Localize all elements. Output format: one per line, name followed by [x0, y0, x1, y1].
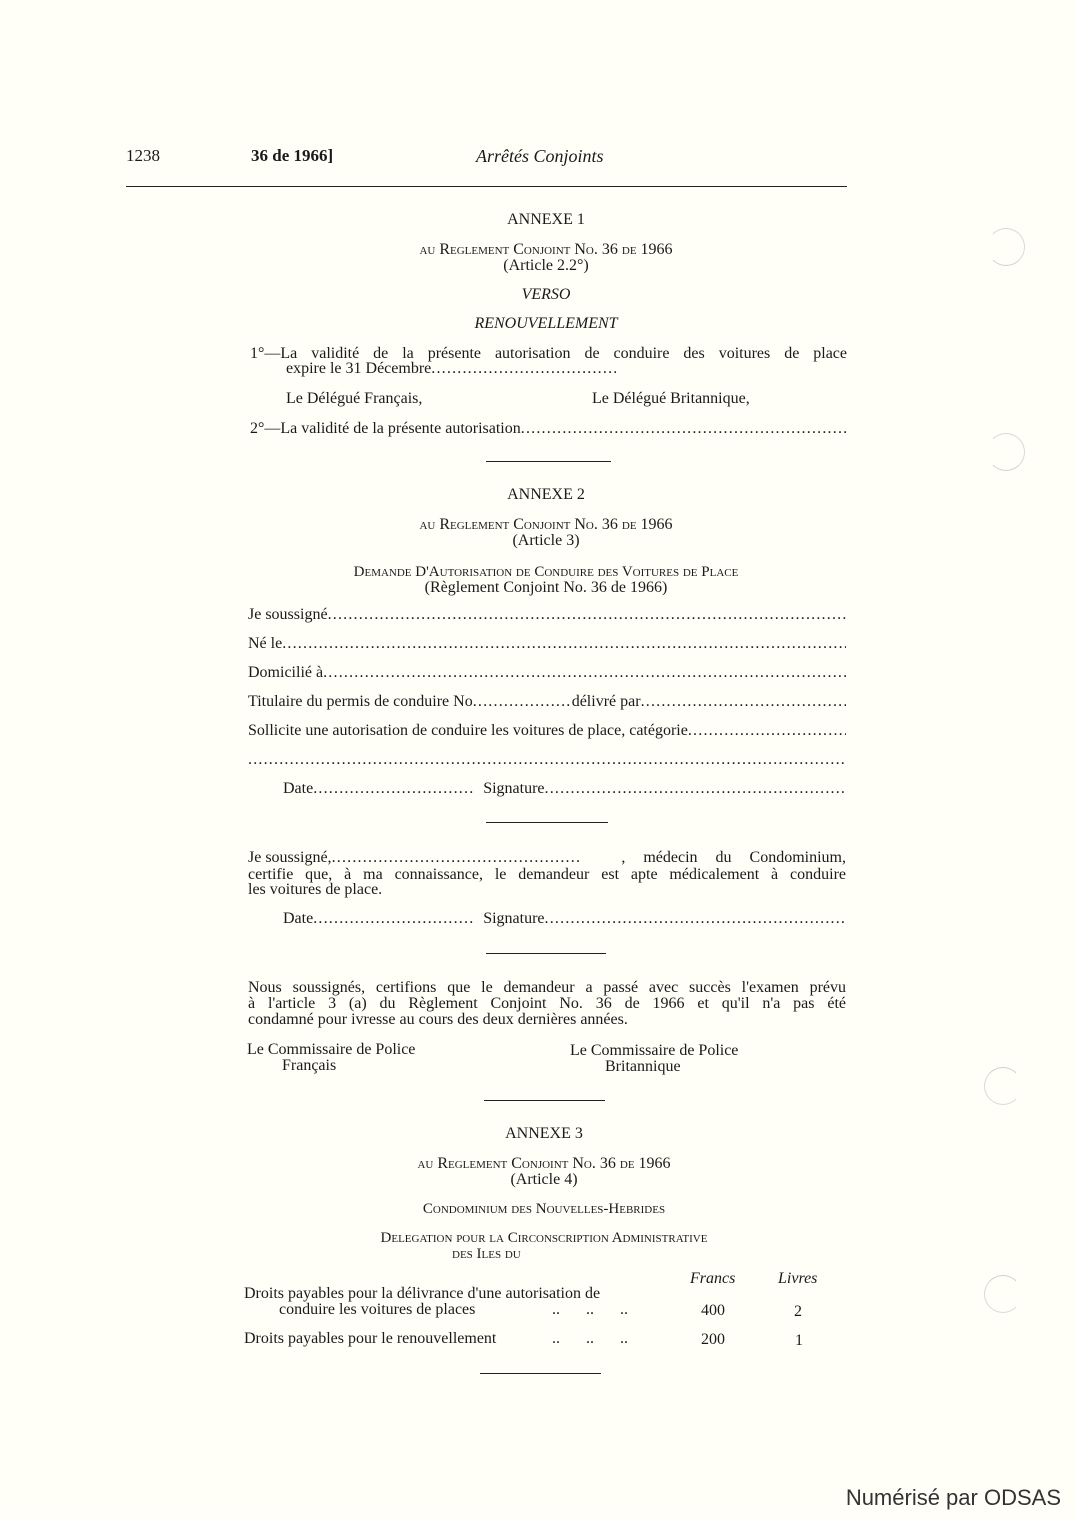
annexe2-subheading: au Reglement Conjoint No. 36 de 1966: [419, 516, 673, 533]
dotted-leader: [313, 780, 475, 798]
fee-francs-value: 400: [701, 1302, 725, 1319]
dotted-leader: [545, 780, 846, 798]
dotted-leader: [521, 420, 847, 438]
medecin-line3: les voitures de place.: [248, 881, 383, 898]
field-titulaire: Titulaire du permis de conduire No ..... délivré par .....: [248, 693, 846, 711]
commissaire-francais-title: Le Commissaire de Police: [247, 1041, 416, 1058]
dotted-leader: [248, 751, 846, 769]
annexe3-iles: des Iles du: [452, 1246, 521, 1262]
fee-row-leader: .. .. ..: [552, 1330, 628, 1347]
annexe1-item1-line2: expire le 31 Décembre .....: [286, 360, 616, 378]
page-number: 1238: [126, 146, 160, 165]
annexe3-subheading: au Reglement Conjoint No. 36 de 1966: [417, 1155, 671, 1172]
column-francs: Francs: [690, 1270, 736, 1287]
annexe3-condominium: Condominium des Nouvelles-Hebrides: [422, 1201, 666, 1217]
digitization-watermark: Numérisé par ODSAS: [845, 1485, 1061, 1510]
fee-row-label: Droits payables pour le renouvellement: [244, 1330, 497, 1347]
annexe2-reglement: (Règlement Conjoint No. 36 de 1966): [424, 579, 668, 596]
date-signature-row: Date ..... Signature .....: [283, 910, 846, 928]
commissaire-francais-nation: Français: [282, 1057, 337, 1074]
medecin-line1: Je soussigné, ..... , médecin du Condominium,: [248, 849, 846, 867]
police-text-line1: Nous soussignés, certifions que le demandeur a passé avec succès l'examen prévu: [248, 979, 846, 996]
commissaire-britannique-title: Le Commissaire de Police: [570, 1042, 739, 1059]
punch-hole: [984, 1275, 1022, 1313]
annexe2-heading: ANNEXE 2: [507, 486, 585, 503]
field-ne-le: Né le .....: [248, 635, 846, 653]
delegue-britannique: Le Délégué Britannique,: [592, 390, 750, 407]
dotted-leader: [282, 635, 846, 653]
field-blank-line: [248, 751, 846, 769]
annexe1-item2: 2°—La validité de la présente autorisation .....: [250, 420, 847, 438]
police-text-line2: à l'article 3 (a) du Règlement Conjoint No. 36 de 1966 et qu'il n'a pas été: [248, 995, 846, 1012]
annexe1-item1-line1: 1°—La validité de la présente autorisation de conduire des voitures de place: [250, 345, 847, 362]
medecin-line2: certifie que, à ma connaissance, le demandeur est apte médicalement à conduire: [248, 866, 846, 883]
annexe1-renouvellement: RENOUVELLEMENT: [474, 315, 618, 332]
fee-livres-value: 1: [795, 1332, 803, 1349]
separator-rule: [484, 1100, 605, 1101]
field-soussigne: Je soussigné .....: [248, 606, 846, 624]
annexe3-delegation: Delegation pour la Circonscription Administrative: [380, 1230, 708, 1246]
commissaire-britannique-nation: Britannique: [605, 1058, 681, 1075]
dotted-leader: [431, 360, 616, 378]
punch-hole: [987, 228, 1025, 266]
issue-number: 36 de 1966]: [251, 146, 334, 165]
field-domicilie: Domicilié à .....: [248, 664, 846, 682]
annexe1-heading: ANNEXE 1: [507, 211, 585, 228]
dotted-leader: [688, 722, 846, 740]
separator-rule: [480, 1373, 601, 1374]
fee-livres-value: 2: [794, 1303, 802, 1320]
annexe1-article: (Article 2.2°): [503, 257, 589, 274]
dotted-leader: [641, 693, 846, 711]
fee-row-label: conduire les voitures de places: [279, 1301, 476, 1318]
field-sollicite: Sollicite une autorisation de conduire les voitures de place, catégorie .....: [248, 722, 846, 740]
punch-hole: [987, 433, 1025, 471]
dotted-leader: [313, 910, 475, 928]
police-text-line3: condamné pour ivresse au cours des deux dernières années.: [248, 1011, 628, 1028]
fee-row-leader: .. .. ..: [552, 1301, 628, 1318]
delegue-francais: Le Délégué Français,: [286, 390, 423, 407]
dotted-leader: [545, 910, 846, 928]
separator-rule: [486, 461, 611, 462]
header-rule: [126, 186, 847, 187]
separator-rule: [486, 953, 606, 954]
annexe1-verso: VERSO: [521, 286, 571, 303]
annexe3-heading: ANNEXE 3: [505, 1125, 583, 1142]
annexe2-article: (Article 3): [512, 532, 580, 549]
punch-hole: [984, 1067, 1022, 1105]
separator-rule: [486, 822, 608, 823]
annexe1-subheading: au Reglement Conjoint No. 36 de 1966: [419, 241, 673, 258]
fee-row-label: Droits payables pour la délivrance d'une autorisation de: [244, 1285, 601, 1302]
dotted-leader: [473, 693, 572, 711]
dotted-leader: [332, 849, 582, 867]
date-signature-row: Date ..... Signature .....: [283, 780, 846, 798]
annexe2-demande: Demande D'Autorisation de Conduire des Voitures de Place: [353, 564, 739, 580]
column-livres: Livres: [778, 1270, 818, 1287]
fee-francs-value: 200: [701, 1331, 725, 1348]
annexe3-article: (Article 4): [510, 1171, 578, 1188]
dotted-leader: [328, 606, 846, 624]
running-title: Arrêtés Conjoints: [476, 146, 604, 166]
dotted-leader: [323, 664, 846, 682]
